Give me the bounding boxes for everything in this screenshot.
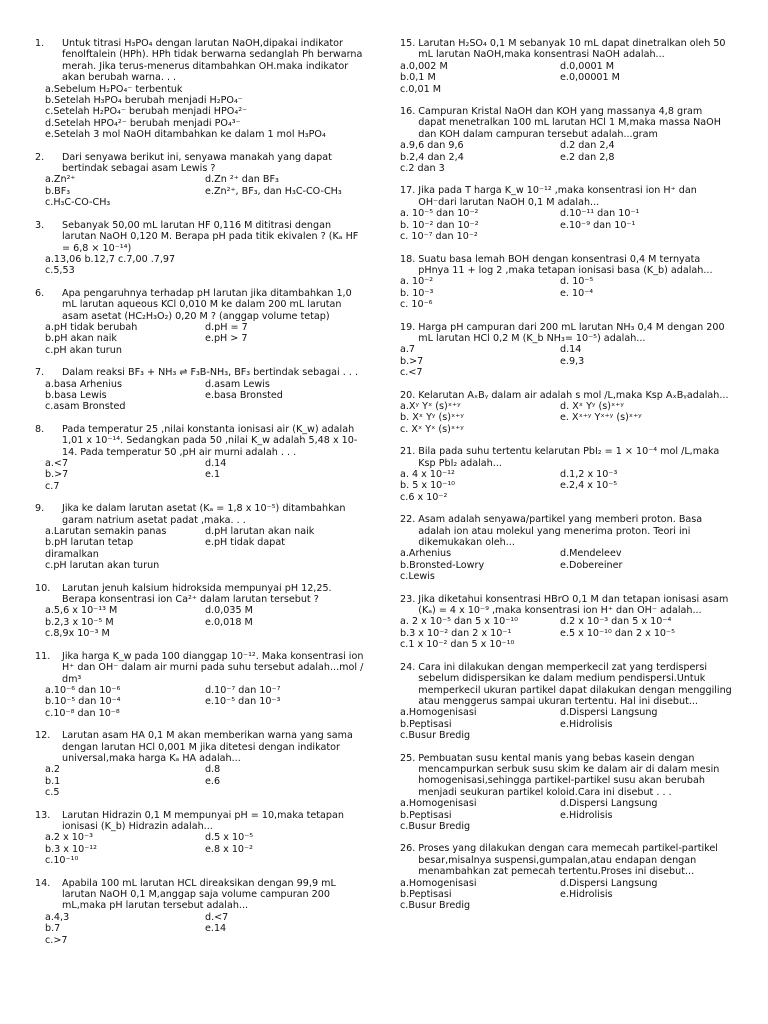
question-stem: Suatu basa lemah BOH dengan konsentrasi 0,4 M ternyata pHnya 11 + log 2 ,maka tetapan ionisasi basa (K_b) adalah... xyxy=(418,253,713,276)
question-header xyxy=(400,185,732,208)
question-item xyxy=(35,730,365,798)
answer-option: c.H₃C-CO-CH₃ xyxy=(45,197,111,209)
answer-row xyxy=(400,889,732,900)
answer-option: c.10⁻⁸ dan 10⁻⁸ xyxy=(45,707,120,719)
question-number: 10. xyxy=(35,582,51,594)
answer-option: b.Peptisasi xyxy=(400,809,452,821)
question-header xyxy=(35,583,365,606)
answer-row xyxy=(45,537,365,548)
question-number: 25. xyxy=(400,752,416,764)
answer-row xyxy=(45,458,365,469)
question-number: 8. xyxy=(35,423,45,435)
answer-option: a.13,06 b.12,7 c.7,00 .7,97 xyxy=(45,253,176,265)
answer-options xyxy=(400,707,732,741)
question-header xyxy=(35,288,365,322)
answer-option: c.Setelah H₂PO₄⁻ berubah menjadi HPO₄²⁻ xyxy=(45,106,248,118)
answer-row xyxy=(45,617,365,628)
answer-option: c.<7 xyxy=(400,367,423,379)
answer-option: a.Zn²⁺ xyxy=(45,174,76,186)
answer-row xyxy=(45,322,365,333)
question-stem: Jika pada T harga K_w 10⁻¹² ,maka konsentrasi ion H⁺ dan OH⁻dari larutan NaOH 0,1 M adalah... xyxy=(418,185,697,208)
answer-row xyxy=(45,605,365,616)
answer-option: b. Xˣ Yʸ (s)ˣ⁺ʸ xyxy=(400,412,464,424)
question-number: 1. xyxy=(35,38,45,49)
answer-option: d.pH larutan akan naik xyxy=(205,526,315,538)
answer-option: c.Busur Bredig xyxy=(400,900,471,912)
answer-options xyxy=(400,344,732,378)
question-stem: Asam adalah senyawa/partikel yang memberi proton. Basa adalah ion atau molekul yang menerima proton. Teori ini dikemukakan oleh... xyxy=(418,514,703,549)
answer-option: e.2,4 x 10⁻⁵ xyxy=(560,480,618,492)
answer-options xyxy=(400,276,732,310)
answer-option: b.1 xyxy=(45,775,61,787)
question-header xyxy=(35,503,365,526)
answer-row xyxy=(400,152,732,163)
question-stem: Apabila 100 mL larutan HCL direaksikan dengan 99,9 mL larutan NaOH 0,1 M,anggap saja volume campuran 200 mL,maka pH larutan tersebut adalah... xyxy=(62,877,336,912)
answer-option: a.7 xyxy=(400,344,416,356)
answer-row xyxy=(400,628,732,639)
answer-option: b.>7 xyxy=(400,355,424,367)
question-number: 6. xyxy=(35,287,45,299)
answer-option: c.8,9x 10⁻³ M xyxy=(45,628,110,640)
question-stem: Larutan H₂SO₄ 0,1 M sebanyak 10 mL dapat dinetralkan oleh 50 mL larutan NaOH,maka konsentrasi NaOH adalah... xyxy=(418,38,726,61)
answer-option: d.1,2 x 10⁻³ xyxy=(560,469,618,480)
answer-row xyxy=(400,72,732,83)
answer-option: a.Homogenisasi xyxy=(400,877,477,889)
answer-option: c.2 dan 3 xyxy=(400,163,445,175)
answer-row xyxy=(400,469,732,480)
answer-option: c.5 xyxy=(45,787,60,799)
answer-option: c.6 x 10⁻² xyxy=(400,491,448,503)
answer-row xyxy=(400,220,732,231)
answer-option: a. 2 x 10⁻⁵ dan 5 x 10⁻¹⁰ xyxy=(400,616,518,628)
question-stem: Sebanyak 50,00 mL larutan HF 0,116 M dititrasi dengan larutan NaOH 0,120 M. Berapa pH pada titik ekivalen ? (Kₐ HF = 6,8 × 10⁻¹⁴) xyxy=(62,219,359,254)
question-item xyxy=(400,662,732,742)
answer-option: c.7 xyxy=(45,480,60,492)
answer-options xyxy=(35,84,365,141)
answer-option: a.9,6 dan 9,6 xyxy=(400,140,464,152)
answer-options xyxy=(35,379,365,413)
answer-option: d.8 xyxy=(205,764,221,776)
question-header xyxy=(400,753,732,799)
question-header xyxy=(35,730,365,764)
answer-option: a.Sebelum H₂PO₄⁻ terbentuk xyxy=(45,83,183,95)
question-item xyxy=(400,322,732,379)
answer-option: a. 4 x 10⁻¹² xyxy=(400,469,455,480)
question-item xyxy=(400,843,732,911)
answer-option: b.Setelah H₃PO₄ berubah menjadi H₂PO₄⁻ xyxy=(45,95,243,107)
answer-option: e.Hidrolisis xyxy=(560,809,613,821)
answer-option: e. 10⁻⁴ xyxy=(560,287,594,299)
question-header xyxy=(400,843,732,877)
question-stem: Kelarutan AₓBᵧ dalam air adalah s mol /L,maka Ksp AₓBᵧadalah... xyxy=(418,389,729,401)
answer-option: e.Dobereiner xyxy=(560,559,623,571)
question-header xyxy=(400,390,732,401)
question-item xyxy=(35,583,365,640)
question-item xyxy=(35,38,365,141)
answer-option: a.Homogenisasi xyxy=(400,798,477,810)
answer-option: b.Peptisasi xyxy=(400,889,452,900)
answer-option: a.2 x 10⁻³ xyxy=(45,832,93,844)
answer-option: b.Bronsted-Lowry xyxy=(400,559,485,571)
question-stem: Apa pengaruhnya terhadap pH larutan jika ditambahkan 1,0 mL larutan aqueous KCl 0,010 M ke dalam 200 mL larutan asam asetat (HC₂H₃O₂) 0,20 M ? (anggap volume tetap) xyxy=(62,287,352,322)
answer-option: b.3 x 10⁻² dan 2 x 10⁻¹ xyxy=(400,627,512,639)
question-header xyxy=(400,446,732,469)
answer-option: d.<7 xyxy=(205,911,229,923)
answer-options xyxy=(400,548,732,582)
answer-option: b. 5 x 10⁻¹⁰ xyxy=(400,480,456,492)
answer-option: c.Busur Bredig xyxy=(400,730,471,742)
answer-row xyxy=(400,707,732,718)
answer-option: a.<7 xyxy=(45,458,69,469)
question-header xyxy=(400,322,732,345)
question-number: 16. xyxy=(400,106,416,118)
question-stem: Cara ini dilakukan dengan memperkecil zat yang terdispersi sebelum didispersikan ke dalam medium pendispersi.Untuk memperkecil ukuran partikel dapat dilakukan dengan menggiling atau menggerus sampai ukuran tertentu. Hal ini disebut... xyxy=(418,661,732,707)
answer-option: b. 10⁻³ xyxy=(400,287,434,299)
answer-row xyxy=(400,356,732,367)
answer-option: b.BF₃ xyxy=(45,185,71,197)
question-header xyxy=(35,38,365,84)
answer-option: diramalkan xyxy=(45,548,99,560)
question-stem: Campuran Kristal NaOH dan KOH yang massanya 4,8 gram dapat menetralkan 100 mL larutan HCl 1 M,maka massa NaOH dan KOH dalam campuran tersebut adalah...gram xyxy=(418,106,721,140)
question-number: 22. xyxy=(400,514,416,526)
answer-option: b.0,1 M xyxy=(400,72,436,84)
answer-row xyxy=(400,276,732,287)
answer-option: d.0,035 M xyxy=(205,605,253,617)
answer-option: c.>7 xyxy=(45,934,68,946)
question-item xyxy=(35,367,365,413)
answer-options xyxy=(400,208,732,242)
answer-option: b.2,3 x 10⁻⁵ M xyxy=(45,616,114,628)
answer-option: c.0,01 M xyxy=(400,83,442,95)
question-item xyxy=(400,106,732,174)
answer-option: a.Xʸ Yˣ (s)ˣ⁺ʸ xyxy=(400,400,461,412)
answer-option: d.Zn ²⁺ dan BF₃ xyxy=(205,174,279,186)
answer-option: d.2 dan 2,4 xyxy=(560,140,615,152)
answer-option: e.Setelah 3 mol NaOH ditambahkan ke dalam 1 mol H₃PO₄ xyxy=(45,129,326,141)
answer-options xyxy=(400,616,732,650)
left-column xyxy=(35,38,365,957)
question-item xyxy=(35,651,365,719)
answer-option: a. 10⁻⁵ dan 10⁻² xyxy=(400,208,479,220)
question-item xyxy=(35,152,365,209)
question-number: 19. xyxy=(400,321,416,333)
question-item xyxy=(35,810,365,867)
answer-row xyxy=(400,208,732,219)
answer-option: d. Xˣ Yʸ (s)ˣ⁺ʸ xyxy=(560,400,624,412)
question-stem: Larutan jenuh kalsium hidroksida mempunyai pH 12,25. Berapa konsentrasi ion Ca²⁺ dalam larutan tersebut ? xyxy=(62,582,332,606)
question-number: 12. xyxy=(35,730,51,742)
question-header xyxy=(35,810,365,833)
answer-option: e.0,018 M xyxy=(205,616,253,628)
question-number: 20. xyxy=(400,389,416,401)
answer-option: e.14 xyxy=(205,923,227,935)
answer-options xyxy=(400,401,732,435)
question-stem: Untuk titrasi H₃PO₄ dengan larutan NaOH,dipakai indikator fenolftalein (HPh). HPh tidak berwarna sedanglah Ph berwarna merah. Jika terus-menerus ditambahkan OH.maka indikator akan berubah warna. . . xyxy=(62,38,363,84)
answer-row xyxy=(400,480,732,491)
answer-option: a.0,002 M xyxy=(400,60,448,72)
answer-option: c. Xˣ Yˣ (s)ˣ⁺ʸ xyxy=(400,423,464,435)
answer-options xyxy=(400,878,732,912)
question-item xyxy=(400,254,732,311)
question-stem: Jika harga K_w pada 100 dianggap 10⁻¹². Maka konsentrasi ion H⁺ dan OH⁻ dalam air murni pada suhu tersebut adalah...mol / dm³ xyxy=(62,650,364,685)
answer-option: b.basa Lewis xyxy=(45,389,107,401)
answer-option: a.Homogenisasi xyxy=(400,707,477,719)
question-number: 24. xyxy=(400,661,416,673)
question-item xyxy=(400,753,732,833)
question-item xyxy=(35,424,365,492)
question-number: 21. xyxy=(400,446,416,458)
answer-option: c.pH larutan akan turun xyxy=(45,560,160,572)
answer-option: b.Peptisasi xyxy=(400,718,452,730)
question-stem: Bila pada suhu tertentu kelarutan PbI₂ = 1 × 10⁻⁴ mol /L,maka Ksp PbI₂ adalah... xyxy=(418,446,720,469)
answer-option: d.14 xyxy=(205,458,227,469)
answer-option: e.Zn²⁺, BF₃, dan H₃C-CO-CH₃ xyxy=(205,185,342,197)
answer-row xyxy=(400,344,732,355)
answer-row xyxy=(400,878,732,889)
answer-option: b.>7 xyxy=(45,469,69,481)
answer-option: d.2 x 10⁻³ dan 5 x 10⁻⁴ xyxy=(560,616,672,628)
question-number: 2. xyxy=(35,151,45,163)
answer-row xyxy=(45,333,365,344)
answer-option: a.10⁻⁶ dan 10⁻⁶ xyxy=(45,684,121,696)
question-header xyxy=(35,878,365,912)
answer-row xyxy=(45,379,365,390)
question-header xyxy=(35,367,365,378)
answer-row xyxy=(45,912,365,923)
answer-option: b. 10⁻² dan 10⁻² xyxy=(400,219,479,231)
right-column xyxy=(400,38,732,923)
answer-row xyxy=(45,844,365,855)
question-stem: Harga pH campuran dari 200 mL larutan NH₃ 0,4 M dengan 200 mL larutan HCl 0,2 M (K_b NH₃= 10⁻⁵) adalah... xyxy=(418,321,725,344)
answer-option: b.7 xyxy=(45,923,61,935)
question-item xyxy=(400,514,732,582)
answer-option: d.Dispersi Langsung xyxy=(560,877,658,889)
question-number: 23. xyxy=(400,593,416,605)
question-stem: Dari senyawa berikut ini, senyawa manakah yang dapat bertindak sebagai asam Lewis ? xyxy=(62,151,332,175)
question-header xyxy=(400,514,732,548)
answer-option: d.asam Lewis xyxy=(205,378,270,390)
answer-row xyxy=(400,140,732,151)
answer-row xyxy=(45,390,365,401)
answer-options xyxy=(400,61,732,95)
answer-option: d.10⁻⁷ dan 10⁻⁷ xyxy=(205,684,281,696)
question-number: 9. xyxy=(35,503,45,515)
question-number: 15. xyxy=(400,38,416,49)
answer-options xyxy=(400,798,732,832)
answer-options xyxy=(35,764,365,798)
answer-options xyxy=(35,322,365,356)
answer-option: e.1 xyxy=(205,469,221,481)
answer-option: e.8 x 10⁻² xyxy=(205,843,253,855)
question-header xyxy=(400,662,732,708)
question-number: 11. xyxy=(35,650,51,662)
question-stem: Larutan asam HA 0,1 M akan memberikan warna yang sama dengan larutan HCl 0,001 M jika ditetesi dengan indikator universal,maka harga Kₐ HA adalah... xyxy=(62,730,353,764)
answer-options xyxy=(35,832,365,866)
answer-option: a.Larutan semakin panas xyxy=(45,526,167,538)
answer-option: d.Dispersi Langsung xyxy=(560,798,658,810)
answer-row xyxy=(400,798,732,809)
answer-option: e.basa Bronsted xyxy=(205,389,283,401)
answer-options xyxy=(400,140,732,174)
answer-row xyxy=(45,685,365,696)
question-item xyxy=(400,446,732,503)
answer-option: c.Lewis xyxy=(400,571,435,583)
answer-option: d.Setelah HPO₄²⁻ berubah menjadi PO₄³⁻ xyxy=(45,117,241,129)
question-header xyxy=(35,424,365,458)
answer-row xyxy=(400,412,732,423)
answer-option: c. 10⁻⁶ xyxy=(400,299,433,311)
answer-option: c. 10⁻⁷ dan 10⁻² xyxy=(400,231,478,243)
answer-row xyxy=(400,548,732,559)
answer-option: d.0,0001 M xyxy=(560,60,615,72)
question-item xyxy=(400,185,732,242)
answer-row xyxy=(400,61,732,72)
answer-option: b.10⁻⁵ dan 10⁻⁴ xyxy=(45,696,121,708)
answer-option: c.10⁻¹⁰ xyxy=(45,855,79,867)
answer-row xyxy=(45,696,365,707)
answer-row xyxy=(400,810,732,821)
answer-options xyxy=(400,469,732,503)
answer-options xyxy=(35,912,365,946)
answer-option: a.4,3 xyxy=(45,911,70,923)
answer-option: e.5 x 10⁻¹⁰ dan 2 x 10⁻⁵ xyxy=(560,627,675,639)
question-stem: Larutan Hidrazin 0,1 M mempunyai pH = 10,maka tetapan ionisasi (K_b) Hidrazin adalah... xyxy=(62,809,344,832)
answer-row xyxy=(45,832,365,843)
answer-option: a.basa Arhenius xyxy=(45,378,122,390)
question-item xyxy=(35,288,365,356)
question-item xyxy=(35,503,365,571)
question-stem: Pembuatan susu kental manis yang bebas kasein dengan mencampurkan serbuk susu skim ke dalam air di dalam mesin homogenisasi,sehingga partikel-partikel susu akan berubah menjadi seukuran partikel koloid.Cara ini disebut . . . xyxy=(418,752,720,798)
question-number: 3. xyxy=(35,219,45,231)
question-stem: Pada temperatur 25 ,nilai konstanta ionisasi air (K_w) adalah 1,01 x 10⁻¹⁴. Sedangkan pada 50 ,nilai K_w adalah 5,48 x 10-14. Pada temperatur 50 ,pH air murni adalah . . . xyxy=(62,423,358,458)
answer-row xyxy=(400,288,732,299)
answer-option: b.pH larutan tetap xyxy=(45,537,134,549)
answer-row xyxy=(400,719,732,730)
answer-option: e.Hidrolisis xyxy=(560,889,613,900)
answer-option: d.Mendeleev xyxy=(560,548,622,560)
question-header xyxy=(35,152,365,175)
answer-option: e.pH tidak dapat xyxy=(205,537,286,549)
answer-option: e.2 dan 2,8 xyxy=(560,151,615,163)
answer-option: e.9,3 xyxy=(560,355,585,367)
question-header xyxy=(35,220,365,254)
question-header xyxy=(400,254,732,277)
answer-options xyxy=(35,605,365,639)
question-item xyxy=(400,390,732,436)
answer-option: e.6 xyxy=(205,775,221,787)
answer-row xyxy=(45,776,365,787)
answer-option: c.1 x 10⁻² dan 5 x 10⁻¹⁰ xyxy=(400,639,515,651)
answer-option: a. 10⁻² xyxy=(400,276,434,288)
answer-row xyxy=(45,469,365,480)
question-header xyxy=(400,594,732,617)
answer-row xyxy=(45,923,365,934)
answer-option: d.10⁻¹¹ dan 10⁻¹ xyxy=(560,208,640,220)
answer-option: b.3 x 10⁻¹² xyxy=(45,843,97,855)
question-item xyxy=(35,878,365,946)
answer-option: c.5,53 xyxy=(45,265,75,277)
answer-option: e.10⁻⁵ dan 10⁻³ xyxy=(205,696,281,708)
answer-options xyxy=(35,685,365,719)
answer-row xyxy=(45,526,365,537)
question-number: 26. xyxy=(400,843,416,855)
answer-option: c.Busur Bredig xyxy=(400,820,471,832)
answer-row xyxy=(400,401,732,412)
answer-option: e.0,00001 M xyxy=(560,72,620,84)
answer-option: d.14 xyxy=(560,344,582,356)
question-header xyxy=(400,106,732,140)
answer-option: e.pH > 7 xyxy=(205,333,248,345)
answer-option: e.Hidrolisis xyxy=(560,718,613,730)
answer-option: b.2,4 dan 2,4 xyxy=(400,151,464,163)
answer-row xyxy=(45,764,365,775)
answer-option: d.Dispersi Langsung xyxy=(560,707,658,719)
question-item xyxy=(400,594,732,651)
question-header xyxy=(400,38,732,61)
question-number: 7. xyxy=(35,367,45,379)
question-stem: Jika diketahui konsentrasi HBrO 0,1 M dan tetapan ionisasi asam (Kₐ) = 4 x 10⁻⁹ ,maka konsentrasi ion H⁺ dan OH⁻ adalah... xyxy=(418,593,729,617)
answer-option: d.pH = 7 xyxy=(205,321,248,333)
question-header xyxy=(35,651,365,685)
answer-option: e. Xˣ⁺ʸ Yˣ⁺ʸ (s)ˣ⁺ʸ xyxy=(560,412,642,424)
question-number: 17. xyxy=(400,185,416,197)
question-number: 14. xyxy=(35,877,51,889)
answer-option: a.2 xyxy=(45,764,61,776)
answer-option: d. 10⁻⁵ xyxy=(560,276,594,288)
answer-option: d.5 x 10⁻⁵ xyxy=(205,832,254,844)
answer-options xyxy=(35,458,365,492)
answer-options xyxy=(35,526,365,572)
answer-row xyxy=(45,174,365,185)
answer-row xyxy=(400,560,732,571)
answer-row xyxy=(45,186,365,197)
question-number: 18. xyxy=(400,253,416,265)
question-item xyxy=(35,220,365,277)
question-number: 13. xyxy=(35,809,51,821)
answer-option: e.10⁻⁹ dan 10⁻¹ xyxy=(560,219,636,231)
question-stem: Dalam reaksi BF₃ + NH₃ ⇌ F₃B-NH₃, BF₃ bertindak sebagai . . . xyxy=(62,367,359,379)
answer-option: c.asam Bronsted xyxy=(45,401,126,413)
answer-option: a.5,6 x 10⁻¹³ M xyxy=(45,605,118,617)
question-stem: Jika ke dalam larutan asetat (Kₐ = 1,8 x 10⁻⁵) ditambahkan garam natrium asetat padat ,maka. . . xyxy=(62,503,346,526)
question-stem: Proses yang dilakukan dengan cara memecah partikel-partikel besar,misalnya suspensi,gumpalan,atau endapan dengan menambahkan zat pemecah tertentu.Proses ini disebut... xyxy=(418,843,718,878)
answer-option: c.pH akan turun xyxy=(45,344,122,356)
answer-row xyxy=(400,616,732,627)
answer-option: a.Arhenius xyxy=(400,548,452,560)
answer-option: b.pH akan naik xyxy=(45,333,117,345)
answer-options xyxy=(35,174,365,208)
question-item xyxy=(400,38,732,95)
answer-options xyxy=(35,254,365,277)
answer-option: a.pH tidak berubah xyxy=(45,321,138,333)
